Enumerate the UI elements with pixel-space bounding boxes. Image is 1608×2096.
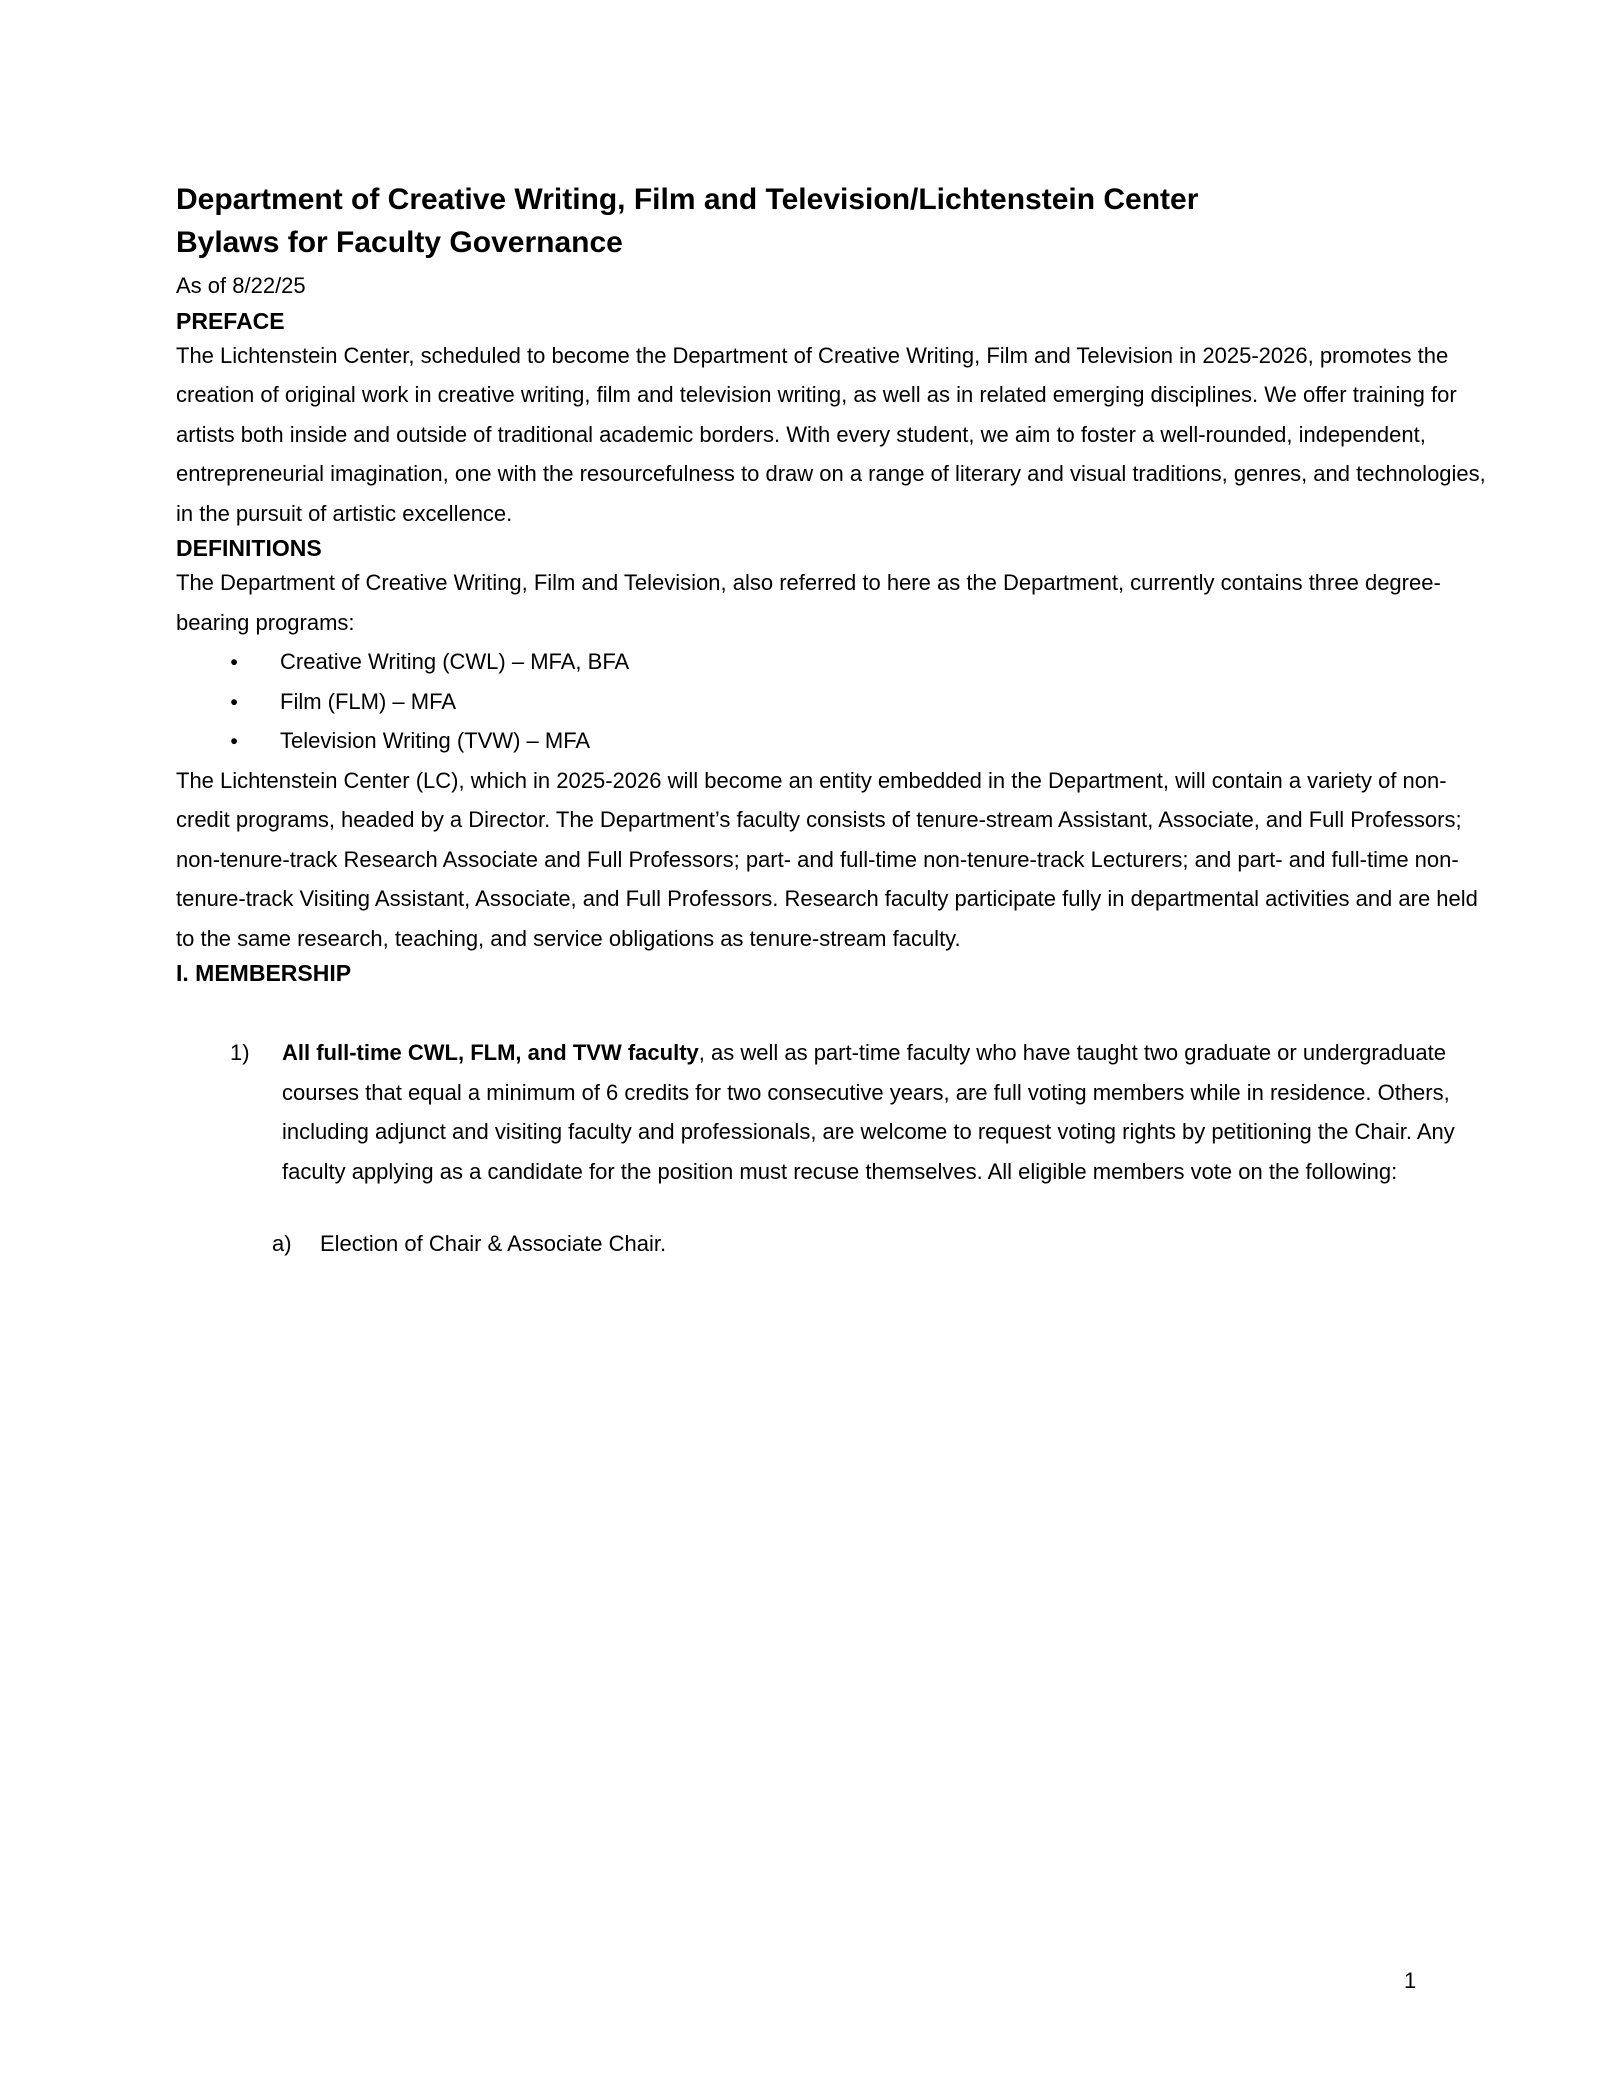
preface-heading: PREFACE	[176, 307, 285, 334]
membership-item-1a	[176, 1224, 1492, 1264]
page-number: 1	[1404, 1968, 1417, 1993]
item-1-marker: 1)	[230, 1040, 250, 1065]
document-title-line2: Bylaws for Faculty Governance	[176, 226, 623, 259]
definitions-intro-paragraph: The Department of Creative Writing, Film and Television, also referred to here as the Department, currently contains three degree-bearing programs:	[176, 570, 1441, 635]
document-title-line1: Department of Creative Writing, Film and Television/Lichtenstein Center	[176, 183, 1199, 216]
item-1-text: , as well as part-time faculty who have taught two graduate or undergraduate courses that equal a minimum of 6 credits for two consecutive years, are full voting members while in residence. Others, including adjunct and visiting faculty and professionals, are welcome to request voting rights by petitioning the Chair. Any faculty applying as a candidate for the position must recuse themselves. All eligible members vote on the following:	[282, 1040, 1455, 1184]
document-title	[176, 178, 1492, 264]
item-1-bold-lead: All full-time CWL, FLM, and TVW faculty	[282, 1040, 699, 1065]
bullet-icon: ●	[230, 693, 239, 709]
item-1a-text: Election of Chair & Associate Chair.	[320, 1231, 667, 1256]
bullet-icon: ●	[230, 654, 239, 669]
membership-item-1	[176, 1033, 1492, 1191]
item-1a-marker: a)	[272, 1231, 292, 1256]
preface-paragraph: The Lichtenstein Center, scheduled to become the Department of Creative Writing, Film and Television in 2025-2026, promotes the creation of original work in creative writing, film and television writing, as well as in related emerging disciplines. We offer training for artists both inside and outside of traditional academic borders. With every student, we aim to foster a well-rounded, independent, entrepreneurial imagination, one with the resourcefulness to draw on a range of literary and visual traditions, genres, and technologies, in the pursuit of artistic excellence.	[176, 342, 1486, 526]
bullet-icon: ●	[230, 733, 239, 748]
list-item-text: Film (FLM) – MFA	[280, 688, 456, 714]
programs-bullet-list	[176, 642, 1492, 761]
as-of-date: As of 8/22/25	[176, 273, 306, 298]
definitions-heading: DEFINITIONS	[176, 535, 322, 561]
document-content	[176, 0, 1492, 1264]
list-item	[176, 721, 1492, 761]
list-item-text: Creative Writing (CWL) – MFA, BFA	[280, 649, 630, 674]
list-item-text: Television Writing (TVW) – MFA	[280, 728, 591, 753]
list-item	[176, 682, 1492, 722]
membership-heading: I. MEMBERSHIP	[176, 960, 352, 986]
definitions-body-paragraph: The Lichtenstein Center (LC), which in 2025-2026 will become an entity embedded in the Department, will contain a variety of non-credit programs, headed by a Director. The Department’s faculty consists of tenure-stream Assistant, Associate, and Full Professors; non-tenure-track Research Associate and Full Professors; part- and full-time non-tenure-track Lecturers; and part- and full-time non-tenure-track Visiting Assistant, Associate, and Full Professors. Research faculty participate fully in departmental activities and are held to the same research, teaching, and service obligations as tenure-stream faculty.	[176, 767, 1478, 951]
list-item	[176, 642, 1492, 682]
